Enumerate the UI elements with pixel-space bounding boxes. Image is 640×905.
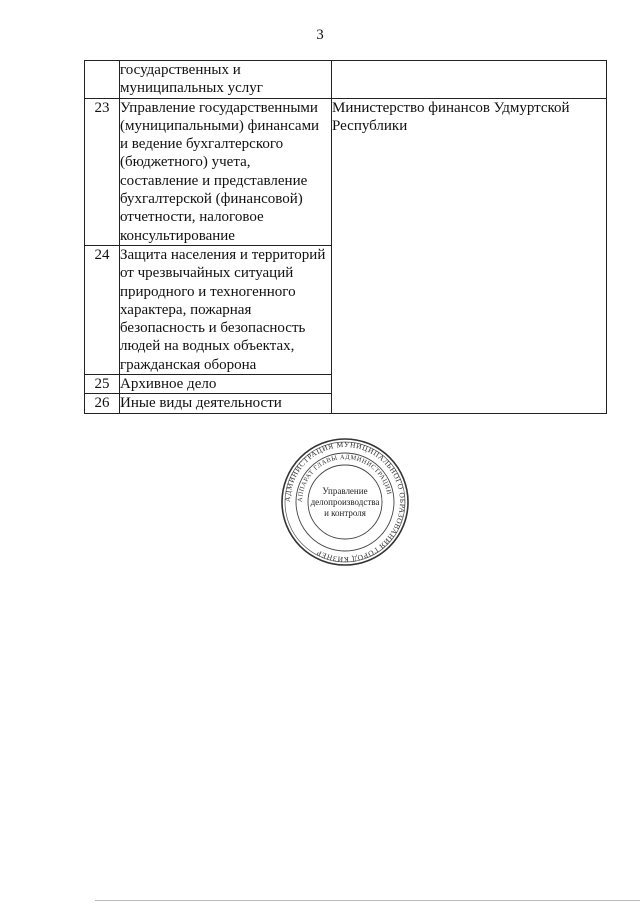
table-row [85, 98, 607, 245]
activity-line: государственных и [120, 62, 241, 78]
activity-cell [120, 61, 332, 99]
row-number [85, 61, 120, 99]
activity-line: от чрезвычайных ситуаций [120, 265, 294, 282]
seal-center-text [280, 486, 410, 519]
table-row [85, 61, 607, 99]
activity-line: (бюджетного) учета, [120, 154, 251, 171]
activity-table [84, 60, 607, 414]
activity-line: составление и представление [120, 172, 308, 189]
activity-line: безопасность и безопасность [120, 320, 306, 337]
activity-line: гражданская оборона [120, 356, 257, 373]
row-number: 24 [85, 245, 120, 374]
activity-cell [120, 245, 332, 374]
row-number: 26 [85, 394, 120, 413]
activity-line: природного и техногенного [120, 283, 296, 300]
page-edge-line [95, 900, 640, 901]
activity-cell [120, 394, 332, 413]
activity-cell [120, 375, 332, 394]
activity-line: характера, пожарная [120, 301, 252, 318]
seal-center-line: делопроизводства [310, 497, 380, 507]
seal-center-line: и контроля [324, 508, 366, 518]
executor-line: Республики [332, 117, 408, 134]
activity-line: Защита населения и территорий [120, 246, 326, 263]
row-number: 25 [85, 375, 120, 394]
executor-cell [332, 61, 607, 99]
executor-line: Министерство финансов Удмуртской [332, 99, 570, 116]
activity-line: Иные виды деятельности [120, 395, 282, 412]
svg-text:АДМИНИСТРАЦИЯ МУНИЦИПАЛЬНОГО О: АДМИНИСТРАЦИЯ МУНИЦИПАЛЬНОГО ОБРАЗОВАНИЯ ГОРОД КИЗНЕР [282, 439, 408, 565]
row-number: 23 [85, 98, 120, 245]
activity-line: бухгалтерской (финансовой) [120, 191, 303, 208]
svg-text:АППАРАТ ГЛАВЫ АДМИНИСТРАЦИИ: АППАРАТ ГЛАВЫ АДМИНИСТРАЦИИ [296, 453, 393, 503]
executor-cell [332, 98, 607, 413]
activity-line: консультирование [120, 227, 235, 244]
activity-line: Управление государственными [120, 99, 318, 116]
activity-cell [120, 98, 332, 245]
page-number: 3 [316, 27, 324, 43]
activity-line: муниципальных услуг [120, 80, 263, 97]
activity-line: людей на водных объектах, [120, 338, 295, 355]
seal-center-line: Управление [322, 486, 368, 496]
activity-line: Архивное дело [120, 376, 217, 393]
activity-line: (муниципальными) финансами [120, 117, 320, 134]
official-seal [280, 437, 410, 567]
activity-line: и ведение бухгалтерского [120, 136, 284, 153]
activity-line: отчетности, налоговое [120, 209, 264, 226]
